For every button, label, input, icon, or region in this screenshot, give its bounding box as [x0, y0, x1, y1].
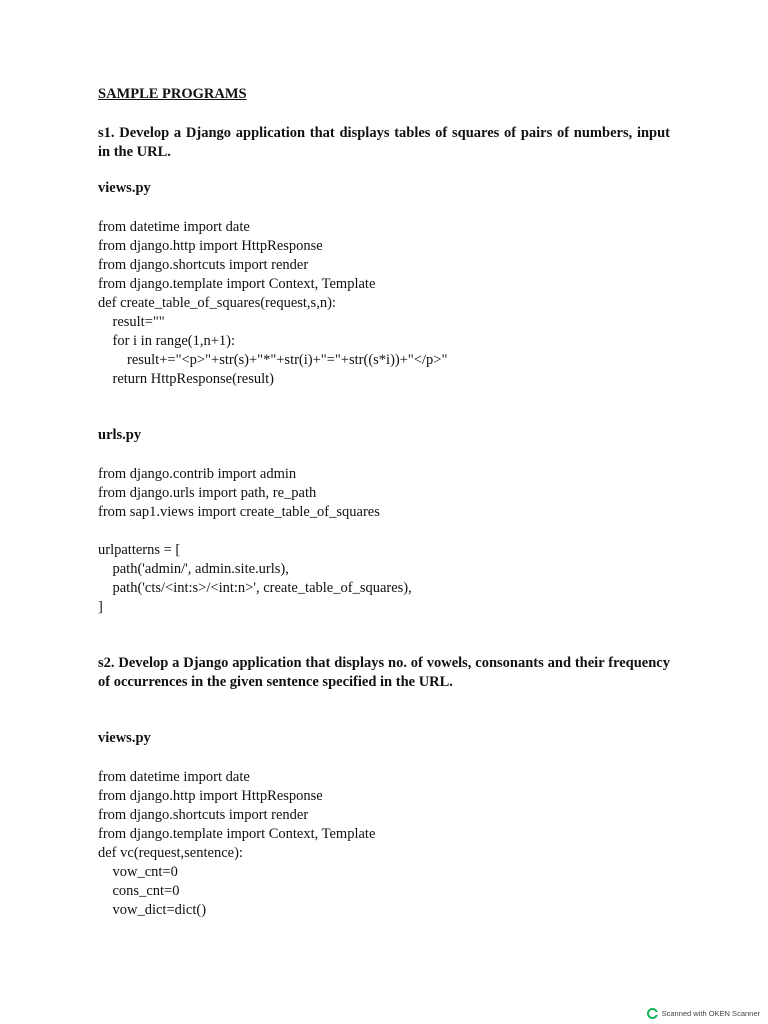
code-line: from django.template import Context, Template: [98, 276, 376, 292]
code-line: cons_cnt=0: [98, 883, 180, 899]
scanner-watermark: [647, 1008, 760, 1019]
code-line: from sap1.views import create_table_of_squares: [98, 504, 380, 520]
s2-views-filename: views.py: [98, 730, 151, 746]
code-line: for i in range(1,n+1):: [98, 333, 236, 349]
watermark-text: Scanned with OKEN Scanner: [661, 1009, 760, 1018]
s1-views-code: [98, 218, 447, 389]
code-line: from django.shortcuts import render: [98, 257, 309, 273]
code-line: from django.http import HttpResponse: [98, 238, 323, 254]
s2-views-code: [98, 768, 375, 920]
code-line: vow_cnt=0: [98, 864, 178, 880]
code-line: from datetime import date: [98, 219, 250, 235]
oken-scanner-logo-icon: [647, 1008, 658, 1019]
code-line: from django.contrib import admin: [98, 466, 297, 482]
code-line: def vc(request,sentence):: [98, 845, 243, 861]
code-line: def create_table_of_squares(request,s,n):: [98, 295, 336, 311]
code-line: ]: [98, 599, 103, 615]
s1-views-filename: views.py: [98, 180, 151, 196]
code-line: from datetime import date: [98, 769, 250, 785]
s1-urlpatterns: [98, 541, 412, 617]
page-heading: SAMPLE PROGRAMS: [98, 86, 247, 102]
code-line: from django.urls import path, re_path: [98, 485, 317, 501]
code-line: result="": [98, 314, 165, 330]
code-line: return HttpResponse(result): [98, 371, 274, 387]
code-line: path('admin/', admin.site.urls),: [98, 561, 289, 577]
code-line: vow_dict=dict(): [98, 902, 207, 918]
code-line: from django.template import Context, Template: [98, 826, 376, 842]
code-line: path('cts/<int:s>/<int:n>', create_table_of_squares),: [98, 580, 412, 596]
code-line: from django.shortcuts import render: [98, 807, 309, 823]
code-line: urlpatterns = [: [98, 542, 181, 558]
code-line: result+="<p>"+str(s)+"*"+str(i)+"="+str((s*i))+"</p>": [98, 352, 448, 368]
s1-urls-filename: urls.py: [98, 427, 142, 443]
s1-urls-imports: [98, 465, 380, 522]
question-s1: s1. Develop a Django application that displays tables of squares of pairs of numbers, input in the URL.: [98, 125, 670, 160]
question-s2: s2. Develop a Django application that displays no. of vowels, consonants and their frequency of occurrences in the given sentence specified in the URL.: [98, 655, 670, 690]
code-line: from django.http import HttpResponse: [98, 788, 323, 804]
